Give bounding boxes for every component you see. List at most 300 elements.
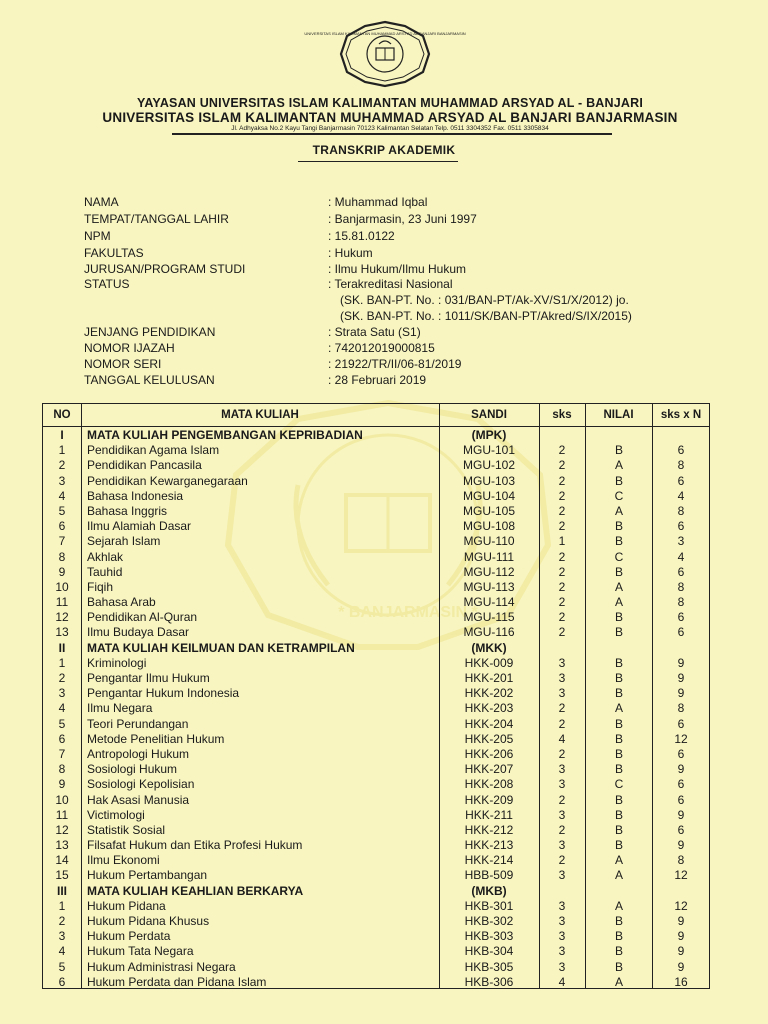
row-grade: B <box>614 564 623 579</box>
row-sks: 2 <box>558 579 566 594</box>
row-no: 6 <box>58 974 66 989</box>
row-no: 15 <box>55 868 69 883</box>
row-sks-x-n: 6 <box>677 519 685 534</box>
identity-label: FAKULTAS <box>84 246 144 260</box>
row-course: Hukum Pidana Khusus <box>87 914 210 928</box>
row-grade: C <box>614 777 624 792</box>
header-sks: sks <box>552 409 572 421</box>
row-grade: B <box>614 534 623 549</box>
table-row <box>43 777 709 792</box>
row-no: II <box>58 640 66 655</box>
row-code: (MKK) <box>471 640 507 655</box>
row-code: MGU-103 <box>462 473 515 488</box>
university-address: Jl. Adhyaksa No.2 Kayu Tangi Banjarmasin 70123 Kalimantan Selatan Telp. 0511 3304352 Fax. 0511 3305834 <box>231 125 549 132</box>
row-course: Sosiologi Hukum <box>87 762 178 777</box>
row-sks: 2 <box>558 595 566 610</box>
row-course: Hak Asasi Manusia <box>87 792 190 807</box>
row-course: Bahasa Indonesia <box>87 488 184 503</box>
identity-field <box>84 276 724 292</box>
table-row <box>43 914 709 929</box>
table-row <box>43 565 709 580</box>
row-code: MGU-116 <box>463 625 515 640</box>
identity-value: : 28 Februari 2019 <box>328 373 427 387</box>
row-course: Ilmu Alamiah Dasar <box>87 519 192 534</box>
table-row <box>43 595 709 610</box>
table-row <box>43 717 709 732</box>
row-sks: 3 <box>558 898 566 913</box>
identity-field <box>84 194 724 210</box>
row-grade: B <box>614 822 623 837</box>
row-sks-x-n: 9 <box>677 914 685 928</box>
row-no: 14 <box>55 853 69 868</box>
row-no: 13 <box>55 838 69 853</box>
row-no: 11 <box>55 807 69 822</box>
row-sks-x-n: 4 <box>677 549 685 564</box>
row-sks-x-n: 9 <box>677 655 685 670</box>
table-row <box>43 534 709 549</box>
row-no: 9 <box>58 564 66 579</box>
row-sks: 2 <box>558 549 566 564</box>
table-row <box>43 975 709 990</box>
row-no: 1 <box>58 443 66 458</box>
row-no: 6 <box>58 731 66 746</box>
table-row <box>43 944 709 959</box>
row-no: 13 <box>55 625 69 640</box>
row-sks: 2 <box>558 701 566 716</box>
row-grade: B <box>614 655 623 670</box>
row-sks-x-n: 8 <box>677 458 685 473</box>
row-sks: 2 <box>558 443 566 458</box>
row-sks-x-n: 6 <box>677 473 685 488</box>
identity-label: JENJANG PENDIDIKAN <box>84 325 216 339</box>
row-grade: A <box>614 595 623 610</box>
row-code: HKK-202 <box>464 686 514 701</box>
row-sks-x-n: 16 <box>674 974 688 989</box>
row-sks-x-n: 4 <box>677 488 685 503</box>
row-no: 1 <box>58 898 66 913</box>
row-course: Sosiologi Kepolisian <box>87 777 195 792</box>
row-course: Akhlak <box>87 549 124 564</box>
row-course: Pengantar Ilmu Hukum <box>87 671 210 685</box>
row-code: MGU-114 <box>463 595 515 610</box>
row-code: MGU-115 <box>463 610 515 625</box>
row-grade: B <box>614 944 623 959</box>
row-grade: A <box>614 868 623 883</box>
row-sks: 2 <box>558 564 566 579</box>
row-grade: A <box>614 853 623 868</box>
header-mata-kuliah: MATA KULIAH <box>221 409 299 421</box>
row-grade: C <box>614 488 624 503</box>
row-course: Fiqih <box>87 579 114 594</box>
row-sks: 3 <box>558 686 566 701</box>
identity-label: NPM <box>84 229 111 243</box>
identity-field <box>84 245 724 261</box>
row-sks-x-n: 6 <box>677 564 685 579</box>
row-sks: 3 <box>558 655 566 670</box>
row-grade: B <box>614 671 623 685</box>
row-grade: A <box>614 701 623 716</box>
row-code: MGU-104 <box>462 488 515 503</box>
row-grade: B <box>614 914 623 928</box>
row-sks: 3 <box>558 762 566 777</box>
identity-label: TANGGAL KELULUSAN <box>84 373 215 387</box>
row-sks: 3 <box>558 671 566 685</box>
row-code: MGU-105 <box>462 503 515 518</box>
row-no: 6 <box>58 519 66 534</box>
university-seal-icon <box>304 20 466 88</box>
row-code: HKK-206 <box>464 746 514 761</box>
row-course: Pendidikan Agama Islam <box>87 443 220 458</box>
row-course: Hukum Pidana <box>87 898 166 913</box>
identity-field <box>84 356 724 372</box>
row-grade: B <box>614 838 623 853</box>
row-grade: B <box>614 807 623 822</box>
foundation-name: YAYASAN UNIVERSITAS ISLAM KALIMANTAN MUHAMMAD ARSYAD AL - BANJARI <box>136 96 644 110</box>
table-row <box>43 519 709 534</box>
row-no: 5 <box>58 716 66 731</box>
row-no: 5 <box>58 959 66 974</box>
table-row <box>43 808 709 823</box>
row-code: (MKB) <box>471 883 507 898</box>
row-no: 3 <box>58 686 66 701</box>
table-row <box>43 960 709 975</box>
row-no: 3 <box>58 473 66 488</box>
table-row <box>43 838 709 853</box>
row-sks: 2 <box>558 473 566 488</box>
row-grade: B <box>614 686 623 701</box>
row-sks: 2 <box>558 822 566 837</box>
row-sks: 2 <box>558 503 566 518</box>
row-code: HKK-211 <box>465 807 513 822</box>
row-no: 4 <box>58 488 66 503</box>
row-sks-x-n: 6 <box>677 777 685 792</box>
row-grade: A <box>614 898 623 913</box>
document-title: TRANSKRIP AKADEMIK <box>312 143 456 157</box>
row-sks-x-n: 6 <box>677 716 685 731</box>
row-sks: 2 <box>558 488 566 503</box>
row-no: 1 <box>58 655 66 670</box>
row-sks-x-n: 8 <box>677 853 685 868</box>
row-course: Kriminologi <box>87 655 147 670</box>
row-code: HKK-214 <box>464 853 514 868</box>
identity-label: STATUS <box>84 277 130 291</box>
row-grade: A <box>614 458 623 473</box>
row-course: Victimologi <box>87 807 145 822</box>
row-course: MATA KULIAH PENGEMBANGAN KEPRIBADIAN <box>87 428 363 442</box>
title-underline <box>298 161 458 162</box>
row-course: Tauhid <box>87 564 123 579</box>
identity-field <box>84 372 724 388</box>
row-no: 12 <box>55 822 69 837</box>
row-sks-x-n: 12 <box>674 898 688 913</box>
row-sks: 2 <box>558 853 566 868</box>
row-sks-x-n: 3 <box>677 534 685 549</box>
row-grade: B <box>614 473 623 488</box>
table-row <box>43 671 709 686</box>
row-no: 8 <box>58 762 66 777</box>
table-row <box>43 686 709 701</box>
row-sks: 3 <box>558 868 566 883</box>
row-code: MGU-101 <box>462 443 515 458</box>
row-sks-x-n: 9 <box>677 959 685 974</box>
row-code: (MPK) <box>471 428 507 442</box>
row-code: HBB-509 <box>464 868 514 883</box>
row-course: Bahasa Arab <box>87 595 156 610</box>
row-sks-x-n: 6 <box>677 822 685 837</box>
row-sks-x-n: 6 <box>677 792 685 807</box>
table-row <box>43 504 709 519</box>
table-body <box>43 428 709 990</box>
row-course: Pengantar Hukum Indonesia <box>87 686 240 701</box>
header-row-divider <box>43 426 709 427</box>
row-course: Hukum Perdata dan Pidana Islam <box>87 974 267 989</box>
row-sks-x-n: 6 <box>677 746 685 761</box>
row-no: 3 <box>58 929 66 944</box>
row-code: MGU-111 <box>463 549 515 564</box>
row-sks-x-n: 9 <box>677 762 685 777</box>
table-row <box>43 489 709 504</box>
row-grade: B <box>614 625 623 640</box>
row-code: MGU-102 <box>462 458 515 473</box>
seal-text: UNIVERSITAS ISLAM KALIMANTAN MUHAMMAD ARSYAD AL BANJARI BANJARMASIN <box>304 31 466 36</box>
identity-label: TEMPAT/TANGGAL LAHIR <box>84 212 229 226</box>
row-sks: 1 <box>558 534 566 549</box>
row-course: Filsafat Hukum dan Etika Profesi Hukum <box>87 838 303 853</box>
row-grade: B <box>614 610 623 625</box>
identity-label: NOMOR SERI <box>84 357 162 371</box>
table-row <box>43 929 709 944</box>
row-sks: 2 <box>558 458 566 473</box>
row-course: Ilmu Ekonomi <box>87 853 160 868</box>
row-no: I <box>60 428 64 442</box>
row-sks-x-n: 9 <box>677 944 685 959</box>
table-row <box>43 793 709 808</box>
row-no: 9 <box>58 777 66 792</box>
header-nilai: NILAI <box>603 409 634 421</box>
table-row <box>43 747 709 762</box>
row-no: 11 <box>55 595 69 610</box>
identity-label: JURUSAN/PROGRAM STUDI <box>84 262 246 276</box>
row-no: 12 <box>55 610 69 625</box>
row-sks: 3 <box>558 944 566 959</box>
row-course: Pendidikan Pancasila <box>87 458 202 473</box>
row-course: Hukum Administrasi Negara <box>87 959 236 974</box>
row-code: HKB-303 <box>464 929 514 944</box>
table-row <box>43 443 709 458</box>
row-course: Bahasa Inggris <box>87 503 168 518</box>
row-code: HKK-207 <box>464 762 514 777</box>
row-sks-x-n: 6 <box>677 610 685 625</box>
row-sks-x-n: 12 <box>674 868 688 883</box>
university-name: UNIVERSITAS ISLAM KALIMANTAN MUHAMMAD ARSYAD AL BANJARI BANJARMASIN <box>102 110 678 125</box>
row-code: HKB-304 <box>464 944 514 959</box>
row-grade: B <box>614 792 623 807</box>
row-code: HKK-201 <box>464 671 514 685</box>
identity-value: : 15.81.0122 <box>328 229 395 243</box>
row-no: 4 <box>58 944 66 959</box>
identity-value: : Banjarmasin, 23 Juni 1997 <box>328 212 477 226</box>
row-course: Pendidikan Kewarganegaraan <box>87 473 248 488</box>
row-grade: A <box>614 579 623 594</box>
row-grade: B <box>614 746 623 761</box>
row-code: MGU-108 <box>462 519 515 534</box>
row-course: Hukum Pertambangan <box>87 868 208 883</box>
header-sks-x-n: sks x N <box>660 409 702 421</box>
row-code: MGU-113 <box>463 579 515 594</box>
row-sks: 2 <box>558 716 566 731</box>
row-sks: 4 <box>558 974 566 989</box>
row-no: 7 <box>58 534 66 549</box>
row-code: HKK-208 <box>464 777 514 792</box>
row-course: Teori Perundangan <box>87 716 189 731</box>
identity-field <box>84 261 724 277</box>
section-row <box>43 641 709 656</box>
row-grade: B <box>614 519 623 534</box>
row-grade: B <box>614 443 623 458</box>
row-course: MATA KULIAH KEILMUAN DAN KETRAMPILAN <box>87 640 355 655</box>
row-sks: 2 <box>558 519 566 534</box>
section-row <box>43 428 709 443</box>
row-no: 10 <box>55 792 69 807</box>
row-grade: A <box>614 503 623 518</box>
identity-field <box>84 211 724 227</box>
row-sks: 2 <box>558 792 566 807</box>
row-sks: 3 <box>558 807 566 822</box>
row-sks: 2 <box>558 625 566 640</box>
row-no: 2 <box>58 458 66 473</box>
identity-label: NOMOR IJAZAH <box>84 341 175 355</box>
row-grade: B <box>614 959 623 974</box>
row-grade: B <box>614 731 623 746</box>
row-sks-x-n: 9 <box>677 671 685 685</box>
row-sks-x-n: 8 <box>677 503 685 518</box>
row-sks-x-n: 9 <box>677 838 685 853</box>
row-grade: B <box>614 929 623 944</box>
row-code: HKK-009 <box>464 655 514 670</box>
row-code: HKK-209 <box>464 792 514 807</box>
identity-value: : 21922/TR/II/06-81/2019 <box>328 357 462 371</box>
row-code: HKK-203 <box>464 701 514 716</box>
accreditation-line: (SK. BAN-PT. No. : 1011/SK/BAN-PT/Akred/S/IX/2015) <box>340 309 632 323</box>
row-grade: B <box>614 716 623 731</box>
table-row <box>43 899 709 914</box>
row-code: MGU-110 <box>463 534 515 549</box>
table-row <box>43 762 709 777</box>
row-sks: 4 <box>558 731 566 746</box>
identity-field <box>84 340 724 356</box>
table-row <box>43 550 709 565</box>
identity-value: : Ilmu Hukum/Ilmu Hukum <box>328 262 467 276</box>
grades-table <box>42 403 710 989</box>
row-grade: B <box>614 762 623 777</box>
row-sks-x-n: 8 <box>677 595 685 610</box>
table-row <box>43 701 709 716</box>
row-course: Hukum Tata Negara <box>87 944 194 959</box>
row-course: Hukum Perdata <box>87 929 171 944</box>
row-course: Pendidikan Al-Quran <box>87 610 198 625</box>
row-code: HKB-302 <box>464 914 514 928</box>
row-sks: 3 <box>558 777 566 792</box>
row-code: HKB-301 <box>464 898 514 913</box>
row-sks-x-n: 12 <box>674 731 688 746</box>
identity-value: : Terakreditasi Nasional <box>328 277 453 291</box>
row-no: 4 <box>58 701 66 716</box>
row-sks-x-n: 8 <box>677 579 685 594</box>
watermark-text: * BANJARMASIN * <box>338 604 478 621</box>
table-row <box>43 625 709 640</box>
row-no: 5 <box>58 503 66 518</box>
row-sks-x-n: 9 <box>677 807 685 822</box>
row-course: Statistik Sosial <box>87 822 166 837</box>
row-sks-x-n: 6 <box>677 625 685 640</box>
identity-value: : Strata Satu (S1) <box>328 325 421 339</box>
row-sks: 3 <box>558 959 566 974</box>
row-course: MATA KULIAH KEAHLIAN BERKARYA <box>87 883 304 898</box>
table-row <box>43 853 709 868</box>
identity-value: : Hukum <box>328 246 373 260</box>
row-code: MGU-112 <box>463 564 515 579</box>
row-code: HKK-204 <box>464 716 514 731</box>
row-grade: C <box>614 549 624 564</box>
table-row <box>43 474 709 489</box>
header-sandi: SANDI <box>471 409 507 421</box>
row-no: 7 <box>58 746 66 761</box>
section-row <box>43 884 709 899</box>
row-sks-x-n: 8 <box>677 701 685 716</box>
table-row <box>43 868 709 883</box>
row-course: Ilmu Negara <box>87 701 153 716</box>
identity-label: NAMA <box>84 195 119 209</box>
identity-field <box>84 324 724 340</box>
row-sks-x-n: 6 <box>677 443 685 458</box>
row-sks-x-n: 9 <box>677 686 685 701</box>
identity-value: : 742012019000815 <box>328 341 435 355</box>
row-sks: 2 <box>558 746 566 761</box>
row-course: Metode Penelitian Hukum <box>87 731 225 746</box>
row-no: III <box>56 883 67 898</box>
header-divider <box>172 133 612 135</box>
identity-field <box>84 228 724 244</box>
row-course: Antropologi Hukum <box>87 746 190 761</box>
row-sks: 3 <box>558 929 566 944</box>
row-code: HKK-212 <box>464 822 514 837</box>
row-no: 8 <box>58 549 66 564</box>
row-course: Sejarah Islam <box>87 534 161 549</box>
row-grade: A <box>614 974 623 989</box>
identity-value: : Muhammad Iqbal <box>328 195 428 209</box>
row-sks: 3 <box>558 838 566 853</box>
table-row <box>43 610 709 625</box>
row-sks: 2 <box>558 610 566 625</box>
row-code: HKK-205 <box>464 731 514 746</box>
table-row <box>43 732 709 747</box>
row-course: Ilmu Budaya Dasar <box>87 625 190 640</box>
table-row <box>43 458 709 473</box>
row-code: HKK-213 <box>464 838 514 853</box>
row-code: HKB-306 <box>464 974 514 989</box>
table-row <box>43 656 709 671</box>
row-sks: 3 <box>558 914 566 928</box>
accreditation-line: (SK. BAN-PT. No. : 031/BAN-PT/Ak-XV/S1/X/2012) jo. <box>340 293 629 307</box>
row-code: HKB-305 <box>464 959 514 974</box>
row-no: 2 <box>58 914 66 928</box>
row-no: 2 <box>58 671 66 685</box>
header-no: NO <box>53 409 71 421</box>
row-no: 10 <box>55 579 69 594</box>
table-row <box>43 580 709 595</box>
table-row <box>43 823 709 838</box>
row-sks-x-n: 9 <box>677 929 685 944</box>
